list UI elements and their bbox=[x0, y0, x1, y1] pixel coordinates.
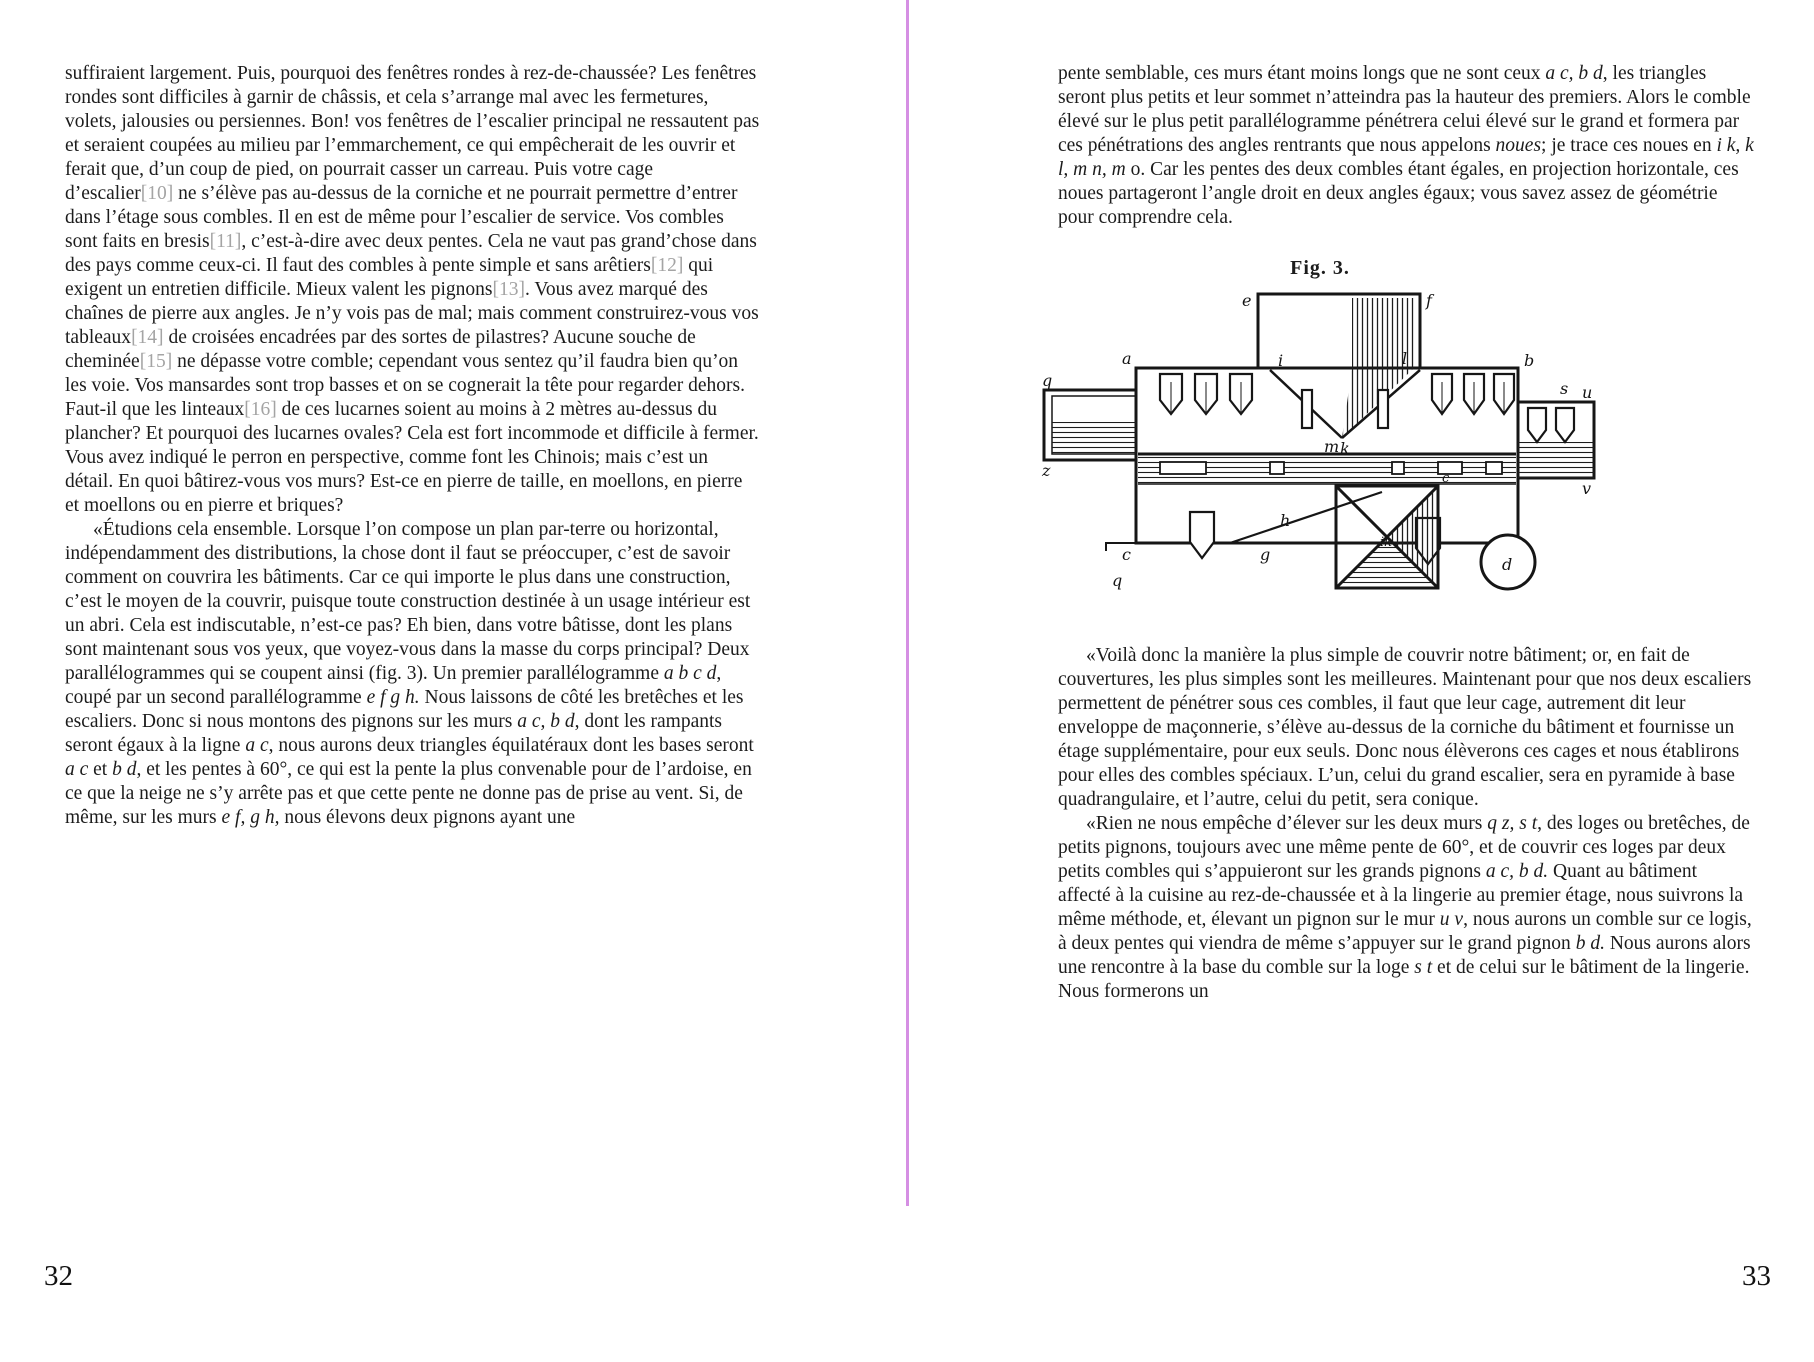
paragraph bbox=[1058, 812, 1754, 1004]
body-text: et bbox=[88, 759, 113, 780]
italic-letter-reference: e f, g h, bbox=[221, 807, 280, 828]
italic-letter-reference: a c, b d bbox=[517, 711, 575, 732]
figure-label-d: d bbox=[1502, 555, 1513, 574]
left-page-text-column bbox=[65, 62, 761, 830]
italic-letter-reference: u v bbox=[1439, 909, 1464, 930]
right-page-text-column bbox=[1042, 62, 1754, 1004]
footnote-reference: [11] bbox=[209, 231, 242, 252]
body-text: de croisées encadrées par des sortes de pilastres? Aucune souche de cheminée bbox=[65, 327, 696, 372]
italic-letter-reference: a b c d bbox=[663, 663, 717, 684]
figure-caption: Fig. 3. bbox=[1290, 257, 1350, 279]
figure-label-k: k bbox=[1340, 439, 1350, 458]
figure-label-m: m bbox=[1324, 437, 1340, 456]
body-text: suffiraient largement. Puis, pourquoi des fenêtres rondes à rez-de-chaussée? Les fenêtres rondes sont difficiles à garnir de châssis, et cela s’arrange mal avec les fermetures, volets, jalousies ou persiennes. Bon! vos fenêtres de l’escalier principal ne ressautent pas et seraient coupées au milieu par l’emmarchement, ce qui empêcherait de les ouvrir et ferait que, d’un coup de pied, on pourrait casser un carreau. Puis votre cage d’escalier bbox=[65, 63, 760, 204]
figure-noue-line bbox=[1230, 492, 1382, 543]
paragraph bbox=[65, 62, 761, 518]
italic-letter-reference: s t bbox=[1414, 957, 1433, 978]
body-text: qui exigent un entretien difficile. Mieux valent les pignons bbox=[65, 255, 714, 300]
italic-letter-reference: a c, b d bbox=[1545, 63, 1603, 84]
figure-label-z: z bbox=[1042, 461, 1051, 480]
body-text: Quant au bâtiment affecté à la cuisine au rez-de-chaussée et à la lingerie au premier étage, nous suivrons la même méthode, et, élevant un pignon sur le mur bbox=[1058, 861, 1744, 930]
figure-label-v: v bbox=[1582, 479, 1592, 498]
body-text: , dont les rampants seront égaux à la ligne bbox=[65, 711, 722, 756]
body-text: , les triangles seront plus petits et leur sommet n’atteindra pas la hauteur des premiers. Alors le comble élevé sur le plus petit parallélogramme pénétrera celui élevé sur le grand et formera par ces pénétrations des angles rentrants que nous appelons bbox=[1058, 63, 1751, 156]
figure-label-u: u bbox=[1582, 383, 1593, 402]
body-text: Nous aurons alors une rencontre à la base du comble sur la loge bbox=[1058, 933, 1751, 978]
body-text: , nous aurons un comble sur ce logis, à deux pentes qui viendra de même s’appuyer sur le grand pignon bbox=[1058, 909, 1752, 954]
figure-label-h: h bbox=[1280, 511, 1291, 530]
body-text: «Voilà donc la manière la plus simple de couvrir notre bâtiment; or, en fait de couvertures, les plus simples sont les meilleures. Maintenant pour que nos deux escaliers permettent de pénétrer sous ces combles, il faut que leur cage, autrement dit leur enveloppe de maçonnerie, s’élève au-dessus de la corniche du bâtiment et fournisse un étage supplémentaire, pour eux seuls. Donc nous élèverons ces cages et nous établirons pour elles des combles spéciaux. L’un, celui du grand escalier, sera en pyramide à base quadrangulaire, et l’autre, celui du petit, sera conique. bbox=[1058, 645, 1752, 810]
figure-label-q-corner: q bbox=[1112, 571, 1123, 590]
body-text: Nous laissons de côté les bretêches et les escaliers. Donc si nous montons des pignons sur les murs bbox=[65, 687, 744, 732]
italic-letter-reference: i k, k l, m n, m bbox=[1058, 135, 1754, 180]
figure-label-q: q bbox=[1042, 371, 1053, 390]
figure-label-l: l bbox=[1402, 349, 1408, 368]
body-text: et de celui sur le bâtiment de la lingerie. Nous formerons un bbox=[1058, 957, 1750, 1002]
figure-label-c-corner: c bbox=[1122, 545, 1131, 564]
italic-letter-reference: noues bbox=[1495, 135, 1542, 156]
italic-letter-reference: a c bbox=[65, 759, 89, 780]
footnote-reference: [13] bbox=[492, 279, 525, 300]
body-text: , coupé par un second parallélogramme bbox=[65, 663, 722, 708]
body-text: o. Car les pentes des deux combles étant égales, en projection horizontale, ces noues partageront l’angle droit en deux angles égaux; vous savez assez de géométrie pour comprendre cela. bbox=[1058, 159, 1739, 228]
italic-letter-reference: e f g h. bbox=[366, 687, 420, 708]
page-number-left: 32 bbox=[44, 1260, 73, 1292]
body-text: , nous aurons deux triangles équilatéraux dont les bases seront bbox=[268, 735, 754, 756]
body-text: , des loges ou bretêches, de petits pignons, toujours avec une même pente de 60°, et de couvrir ces loges par deux petits combles qui s’appuieront sur les grands pignons bbox=[1058, 813, 1750, 882]
figure-label-a: a bbox=[1122, 349, 1132, 368]
figure-label-i: i bbox=[1278, 351, 1284, 370]
body-text: , c’est-à-dire avec deux pentes. Cela ne vaut pas grand’chose dans des pays comme ceux-ci. Il faut des combles à pente simple et sans arêtiers bbox=[65, 231, 757, 276]
figure-label-b: b bbox=[1524, 351, 1535, 370]
body-text: ne s’élève pas au-dessus de la corniche et ne pourrait permettre d’entrer dans l’étage sous combles. Il en est de même pour l’escalier de service. Vos combles sont faits en bresis bbox=[65, 183, 738, 252]
page-gutter-divider bbox=[906, 0, 909, 1206]
body-text: pente semblable, ces murs étant moins longs que ne sont ceux bbox=[1058, 63, 1546, 84]
body-text: de ces lucarnes soient au moins à 2 mètres au-dessus du plancher? Et pourquoi des lucarnes ovales? Cela est fort incommode et difficile à fermer. Vous avez indiqué le perron en perspective, comme font les Chinois; mais c’est un détail. En quoi bâtirez-vous vos murs? Est-ce en pierre de taille, en moellons, en pierre et moellons ou en pierre et briques? bbox=[65, 399, 759, 516]
body-text: nous élevons deux pignons ayant une bbox=[279, 807, 576, 828]
figure-3 bbox=[1040, 256, 1600, 622]
figure-label-ik: ik bbox=[1380, 535, 1393, 550]
body-text: «Rien ne nous empêche d’élever sur les deux murs bbox=[1086, 813, 1488, 834]
italic-letter-reference: b d. bbox=[1575, 933, 1605, 954]
page-number-right: 33 bbox=[1742, 1260, 1771, 1292]
figure-label-c-small: c bbox=[1442, 471, 1450, 486]
figure-label-e: e bbox=[1242, 291, 1252, 310]
paragraph bbox=[65, 518, 761, 830]
footnote-reference: [14] bbox=[131, 327, 164, 348]
footnote-reference: [10] bbox=[140, 183, 174, 204]
italic-letter-reference: a c, b d. bbox=[1485, 861, 1549, 882]
paragraph bbox=[1058, 62, 1754, 230]
body-text: «Étudions cela ensemble. Lorsque l’on compose un plan par-terre ou horizontal, indépendamment des distributions, la chose dont il faut se préoccuper, c’est de savoir comment on couvrira les bâtiments. Car ce qui importe le plus dans une construction, c’est le moyen de la couvrir, puisque toute construction destinée à un usage intérieur est un abri. Cela est indiscutable, n’est-ce pas? Eh bien, dans votre bâtisse, dont les plans sont maintenant sous vos yeux, que voyez-vous dans la masse du corps principal? Deux parallélogrammes qui se coupent ainsi (fig. 3). Un premier parallélogramme bbox=[65, 519, 751, 684]
footnote-reference: [15] bbox=[139, 351, 173, 372]
italic-letter-reference: q z, s t bbox=[1487, 813, 1538, 834]
body-text: . Vous avez marqué des chaînes de pierre aux angles. Je n’y vois pas de mal; mais comment construirez-vous vos tableaux bbox=[65, 279, 759, 348]
body-text: ; je trace ces noues en bbox=[1541, 135, 1717, 156]
figure-label-g: g bbox=[1260, 545, 1271, 564]
paragraph bbox=[1058, 644, 1754, 812]
figure-label-s: s bbox=[1560, 379, 1569, 398]
italic-letter-reference: a c bbox=[245, 735, 269, 756]
figure-label-f: f bbox=[1426, 291, 1432, 310]
body-text: , et les pentes à 60°, ce qui est la pente la plus convenable pour de l’ardoise, en ce que la neige ne s’y arrête pas et que cette pente ne donne pas de prise au vent. Si, de même, sur les murs bbox=[65, 759, 752, 828]
italic-letter-reference: b d bbox=[112, 759, 137, 780]
body-text: ne dépasse votre comble; cependant vous sentez qu’il faudra bien qu’on les voie. Vos mansardes sont trop basses et on se cognerait la tête pour regarder dehors. Faut-il que les linteaux bbox=[65, 351, 745, 420]
figure-3-engraving bbox=[1040, 290, 1600, 615]
footnote-reference: [12] bbox=[650, 255, 684, 276]
footnote-reference: [16] bbox=[244, 399, 277, 420]
